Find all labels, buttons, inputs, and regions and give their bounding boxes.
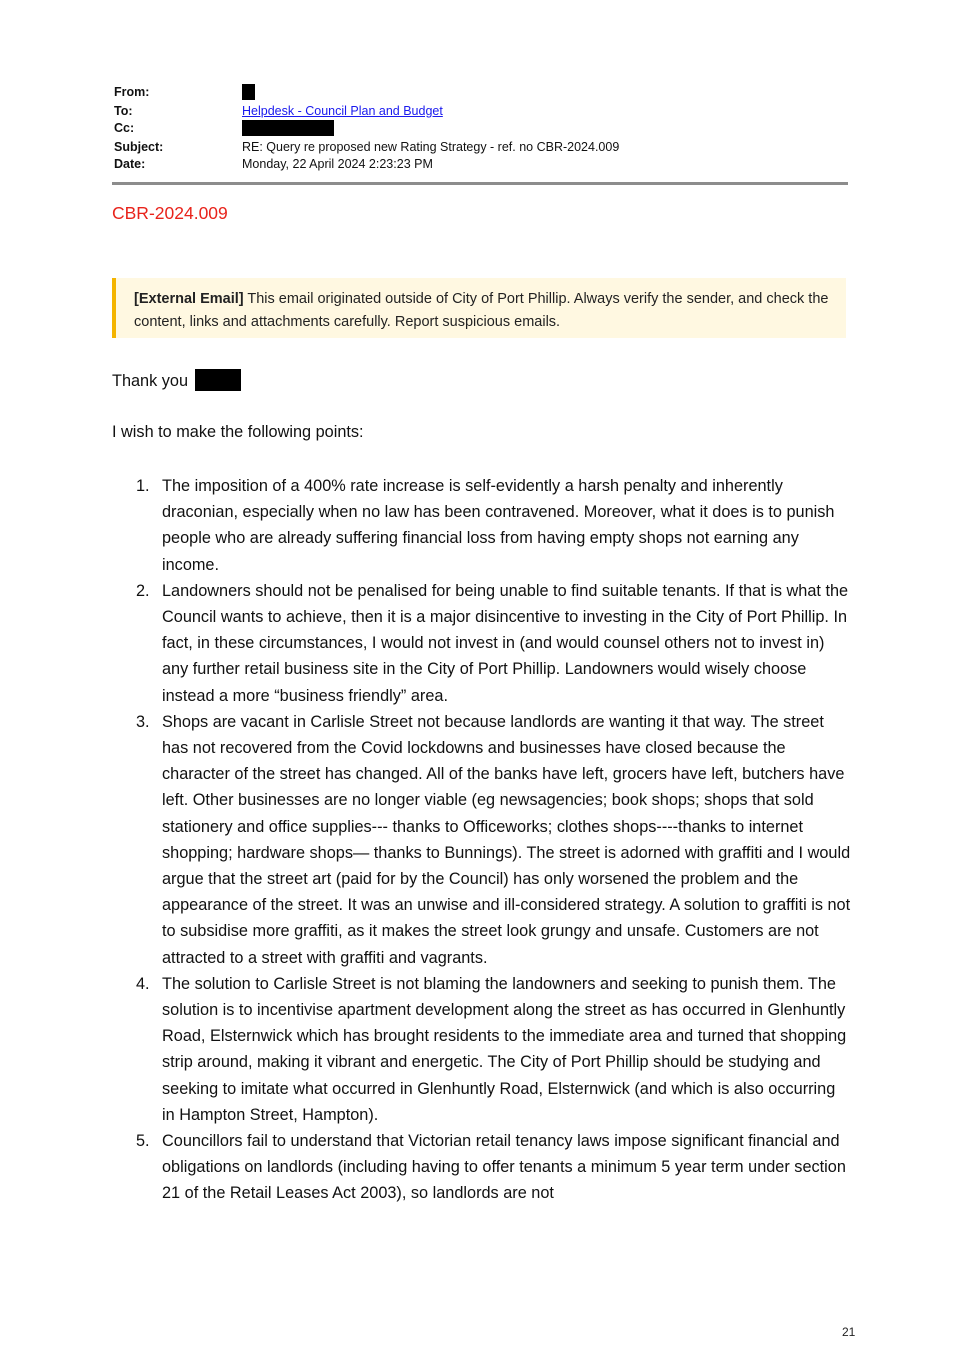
redaction-block	[242, 120, 334, 136]
item-text: Councillors fail to understand that Victorian retail tenancy laws impose significant financial and obligations on landlords (including having to offer tenants a minimum 5 year term under section 21 of the Retail Leases Act 2003), so landlords are not	[162, 1132, 846, 1203]
date-label: Date:	[114, 157, 146, 171]
item-number: 3.	[136, 712, 150, 731]
page-number: 21	[842, 1325, 856, 1339]
banner-text: This email originated outside of City of Port Phillip. Always verify the sender, and check the content, links and attachments carefully. Report suspicious emails.	[134, 291, 829, 330]
subject-value: RE: Query re proposed new Rating Strategy - ref. no CBR-2024.009	[242, 139, 620, 154]
from-label: From:	[114, 85, 150, 99]
greeting-line	[112, 369, 241, 391]
list-item	[112, 1128, 852, 1207]
from-value	[242, 84, 255, 103]
redaction-block	[195, 369, 241, 391]
intro-text: I wish to make the following points:	[112, 423, 364, 441]
item-number: 1.	[136, 477, 150, 495]
item-number: 2.	[136, 581, 150, 600]
cc-row	[114, 120, 619, 139]
points-list	[112, 473, 852, 1207]
to-label: To:	[114, 103, 133, 118]
item-number: 5.	[136, 1132, 150, 1151]
cc-value	[242, 120, 334, 139]
greeting: Thank you	[112, 372, 189, 390]
item-text: Landowners should not be penalised for being unable to find suitable tenants. If that is what the Council wants to achieve, then it is a major disincentive to investing in the City of Port Phillip. In fact, in these circumstances, I would not invest in (and would counsel others not to invest in) any further retail business site in the City of Port Phillip. Landowners would wisely choose instead a more “business friendly” area.	[162, 581, 849, 705]
subject-label: Subject:	[114, 139, 164, 154]
header-divider	[112, 182, 848, 185]
list-item	[112, 709, 852, 971]
subject-row	[114, 139, 619, 157]
date-row	[114, 156, 619, 174]
email-header	[114, 84, 619, 174]
to-link[interactable]: Helpdesk - Council Plan and Budget	[242, 103, 443, 118]
to-row	[114, 103, 619, 121]
banner-strong: [External Email]	[134, 291, 244, 307]
redaction-block	[242, 84, 255, 100]
cc-label: Cc:	[114, 121, 135, 135]
list-item	[112, 473, 852, 578]
item-text: The solution to Carlisle Street is not blaming the landowners and seeking to punish them. The solution is to incentivise apartment development along the street as has occurred in Glenhuntly Road, Elsternwick which has brought residents to the immediate area and turned that shopping strip around, making it vibrant and energetic. The City of Port Phillip should be studying and seeking to imitate what occurred in Glenhuntly Road, Elsternwick (and which is also occurring in Hampton Street, Hampton).	[162, 974, 847, 1124]
item-text: Shops are vacant in Carlisle Street not because landlords are wanting it that way. The street has not recovered from the Covid lockdowns and businesses have closed because the character of the street has changed. All of the banks have left, grocers have left, butchers have left. Other businesses are no longer viable (eg newsagencies; book shops; shops that sold stationery and office supplies--- thanks to Officeworks; clothes shops----thanks to internet shopping; hardware shops— thanks to Bunnings). The street is adorned with graffiti and I would argue that the street art (paid for by the Council) has only worsened the problem and the appearance of the street. It was an unwise and ill-considered strategy. A solution to graffiti is not to subsidise more graffiti, as it makes the street look grungy and unsafe. Customers are not attracted to a street with graffiti and vagrants.	[162, 712, 851, 967]
from-row	[114, 84, 619, 103]
reference-number: CBR-2024.009	[112, 203, 228, 223]
list-item	[112, 578, 852, 709]
item-text: The imposition of a 400% rate increase is self-evidently a harsh penalty and inherently draconian, especially when no law has been contravened. Moreover, what it does is to punish people who are already suffering financial loss from having empty shops not earning any income.	[162, 477, 835, 574]
date-value: Monday, 22 April 2024 2:23:23 PM	[242, 157, 433, 171]
external-email-banner	[112, 278, 846, 338]
item-number: 4.	[136, 974, 150, 993]
list-item	[112, 971, 852, 1128]
